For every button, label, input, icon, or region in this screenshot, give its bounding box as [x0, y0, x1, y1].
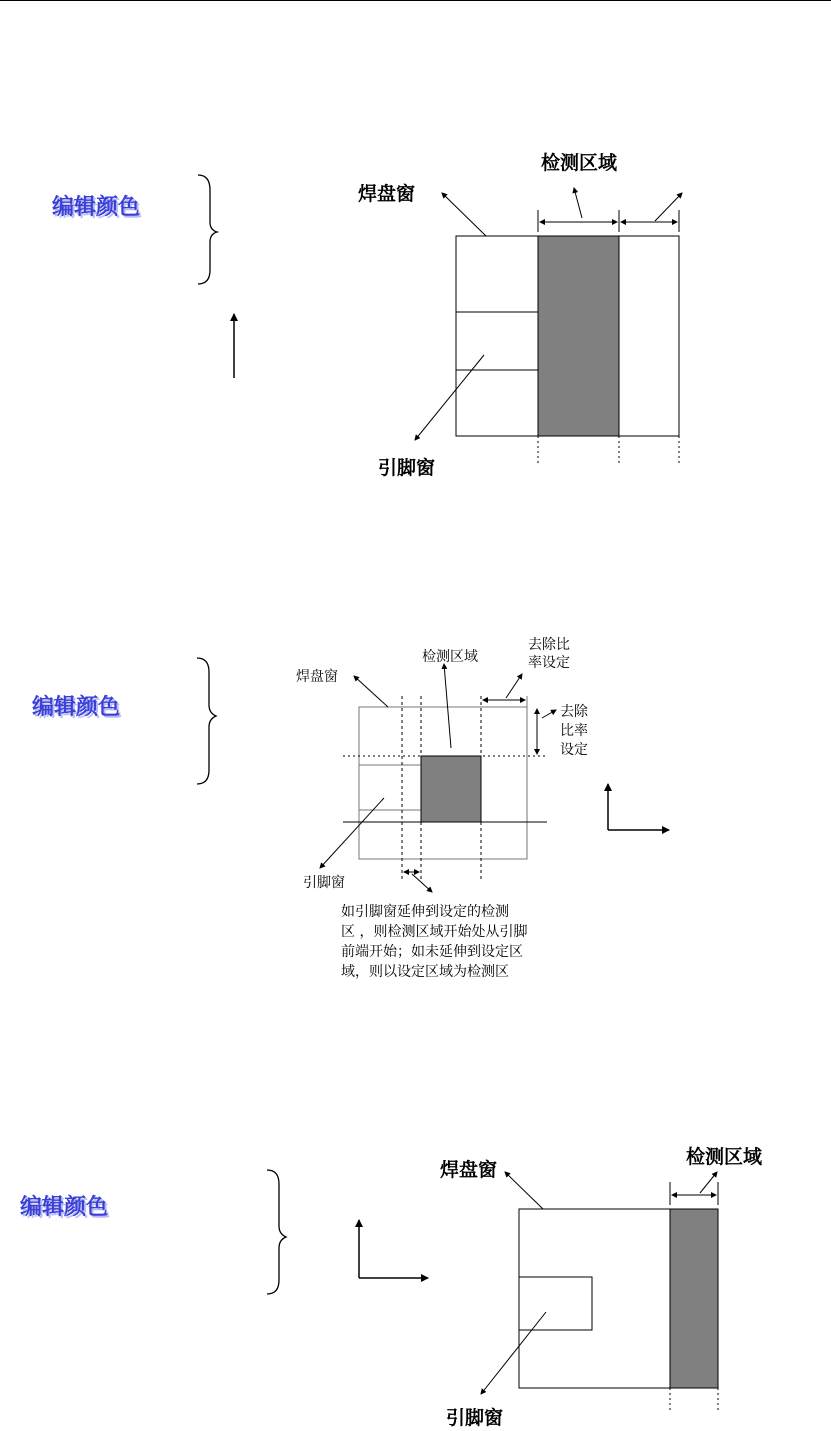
- detect-area-label-2: 检测区域: [422, 649, 478, 665]
- pin-window-label-3: 引脚窗: [446, 1407, 504, 1429]
- note-line-4: 域，则以设定区域为检测区: [341, 964, 509, 980]
- note-line-1: 如引脚窗延伸到设定的检测: [341, 904, 509, 920]
- detect-area-rect-2: [421, 756, 481, 822]
- edit-color-label-2: 编辑颜色: [32, 695, 121, 720]
- pin-window-label-1: 引脚窗: [378, 457, 436, 479]
- remove-ratio-h-line2: 率设定: [528, 655, 570, 671]
- note-line-2: 区 ，则检测区域开始处从引脚: [341, 924, 528, 940]
- diagram-1: [198, 151, 682, 479]
- remove-ratio-v-line2: 比率: [560, 723, 588, 739]
- diagram-3: [267, 1145, 763, 1429]
- remove-ratio-v-line1: 去除: [560, 704, 588, 720]
- detect-area-label-1: 检测区域: [541, 152, 618, 174]
- note-line-3: 前端开始；如未延伸到设定区: [341, 944, 523, 960]
- pad-window-label-3: 焊盘窗: [440, 1159, 498, 1181]
- remove-ratio-v-line3: 设定: [560, 742, 588, 758]
- pin-window-label-2: 引脚窗: [303, 875, 345, 891]
- edit-color-label-1: 编辑颜色: [52, 195, 141, 220]
- remove-ratio-h-line1: 去除比: [528, 637, 570, 653]
- detect-area-rect-1: [538, 236, 619, 436]
- detect-area-rect-3: [670, 1209, 718, 1388]
- diagram-2: [197, 636, 669, 980]
- curly-brace-2: [197, 658, 216, 784]
- edit-color-label-3: 编辑颜色: [20, 1195, 109, 1220]
- pad-window-label-2: 焊盘窗: [296, 669, 338, 685]
- curly-brace-3: [267, 1170, 286, 1294]
- detect-area-label-3: 检测区域: [686, 1146, 763, 1168]
- curly-brace-1: [198, 175, 217, 284]
- pad-window-label-1: 焊盘窗: [358, 183, 416, 205]
